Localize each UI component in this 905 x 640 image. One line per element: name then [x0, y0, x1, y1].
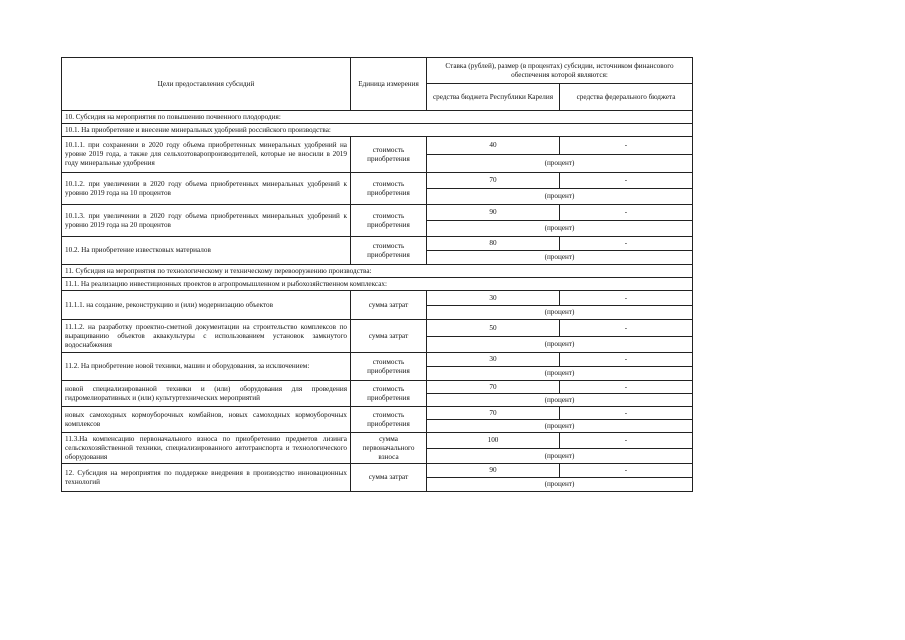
header-purpose: Цели предоставления субсидий [62, 58, 351, 111]
federal-rate: - [560, 320, 693, 337]
subsidy-purpose: 11.3.На компенсацию первоначального взноса по приобретению предметов лизинга сельскохозяйственной техники, специализированного автотранспорта и технологического оборудования [62, 433, 351, 464]
unit-of-measure: сумма затрат [351, 291, 427, 320]
subsidy-table-sheet [61, 57, 692, 492]
percent-note: (процент) [427, 155, 693, 173]
federal-rate: - [560, 237, 693, 251]
table-row [62, 407, 693, 420]
unit-of-measure: стоимость приобретения [351, 137, 427, 173]
table-row [62, 291, 693, 306]
regional-rate: 100 [427, 433, 560, 449]
section-row [62, 111, 693, 124]
percent-note: (процент) [427, 478, 693, 492]
header-unit: Единица измерения [351, 58, 427, 111]
federal-rate: - [560, 173, 693, 189]
subsidy-purpose: 11.1.2. на разработку проектно-сметной документации на строительство комплексов по выращиванию объектов аквакультуры с использованием установок замкнутого водоснабжения [62, 320, 351, 353]
regional-rate: 90 [427, 464, 560, 478]
federal-rate: - [560, 353, 693, 367]
unit-of-measure: стоимость приобретения [351, 407, 427, 433]
table-row [62, 433, 693, 449]
table-row [62, 173, 693, 189]
table-row [62, 464, 693, 478]
percent-note: (процент) [427, 449, 693, 464]
regional-rate: 70 [427, 407, 560, 420]
table-row [62, 137, 693, 155]
regional-rate: 30 [427, 291, 560, 306]
federal-rate: - [560, 291, 693, 306]
section-row [62, 124, 693, 137]
regional-rate: 40 [427, 137, 560, 155]
regional-rate: 90 [427, 205, 560, 221]
percent-note: (процент) [427, 251, 693, 265]
header-federal-budget: средства федерального бюджета [560, 84, 693, 111]
percent-note: (процент) [427, 394, 693, 407]
subsidy-purpose: 10.1.1. при сохранении в 2020 году объема приобретенных минеральных удобрений на уровне 2019 года, а также для сельхозтоваропроизводителей, которые не вносили в 2019 году минеральные удобрения [62, 137, 351, 173]
section-row [62, 278, 693, 291]
unit-of-measure: стоимость приобретения [351, 205, 427, 237]
unit-of-measure: сумма затрат [351, 320, 427, 353]
subsidy-purpose: новых самоходных кормоуборочных комбайнов, новых самоходных кормоуборочных комплексов [62, 407, 351, 433]
subsidy-purpose: 12. Субсидия на мероприятия по поддержке внедрения в производство инновационных технологий [62, 464, 351, 492]
percent-note: (процент) [427, 189, 693, 205]
unit-of-measure: стоимость приобретения [351, 381, 427, 407]
federal-rate: - [560, 205, 693, 221]
table-body [62, 111, 693, 492]
regional-rate: 80 [427, 237, 560, 251]
federal-rate: - [560, 407, 693, 420]
table-row [62, 353, 693, 367]
percent-note: (процент) [427, 337, 693, 353]
section-row [62, 265, 693, 278]
table-row [62, 320, 693, 337]
subsidy-purpose: 10.1.2. при увеличении в 2020 году объема приобретенных минеральных удобрений к уровню 2019 года на 10 процентов [62, 173, 351, 205]
table-row [62, 205, 693, 221]
percent-note: (процент) [427, 420, 693, 433]
subsidy-purpose: 11.1.1. на создание, реконструкцию и (или) модернизацию объектов [62, 291, 351, 320]
federal-rate: - [560, 381, 693, 394]
subsidy-purpose: 10.2. На приобретение известковых материалов [62, 237, 351, 265]
section-heading: 11.1. На реализацию инвестиционных проектов в агропромышленном и рыбохозяйственном комплексах: [62, 278, 693, 291]
subsidy-purpose: 10.1.3. при увеличении в 2020 году объема приобретенных минеральных удобрений к уровню 2019 года на 20 процентов [62, 205, 351, 237]
table-row [62, 237, 693, 251]
unit-of-measure: стоимость приобретения [351, 353, 427, 381]
section-heading: 10. Субсидия на мероприятия по повышению почвенного плодородия: [62, 111, 693, 124]
subsidy-rates-table [61, 57, 693, 492]
header-rate: Ставка (рублей), размер (в процентах) субсидии, источником финансового обеспечения которой являются: [427, 58, 693, 84]
percent-note: (процент) [427, 367, 693, 381]
unit-of-measure: сумма первоначального взноса [351, 433, 427, 464]
subsidy-purpose: новой специализированной техники и (или) оборудования для проведения гидромелиоративных и (или) культуртехнических мероприятий [62, 381, 351, 407]
federal-rate: - [560, 137, 693, 155]
table-row [62, 381, 693, 394]
regional-rate: 30 [427, 353, 560, 367]
unit-of-measure: стоимость приобретения [351, 237, 427, 265]
regional-rate: 70 [427, 381, 560, 394]
unit-of-measure: стоимость приобретения [351, 173, 427, 205]
header-regional-budget: средства бюджета Республики Карелия [427, 84, 560, 111]
regional-rate: 50 [427, 320, 560, 337]
federal-rate: - [560, 464, 693, 478]
regional-rate: 70 [427, 173, 560, 189]
section-heading: 11. Субсидия на мероприятия по технологическому и техническому перевооружению производства: [62, 265, 693, 278]
federal-rate: - [560, 433, 693, 449]
unit-of-measure: сумма затрат [351, 464, 427, 492]
percent-note: (процент) [427, 221, 693, 237]
subsidy-purpose: 11.2. На приобретение новой техники, машин и оборудования, за исключением: [62, 353, 351, 381]
percent-note: (процент) [427, 306, 693, 320]
section-heading: 10.1. На приобретение и внесение минеральных удобрений российского производства: [62, 124, 693, 137]
